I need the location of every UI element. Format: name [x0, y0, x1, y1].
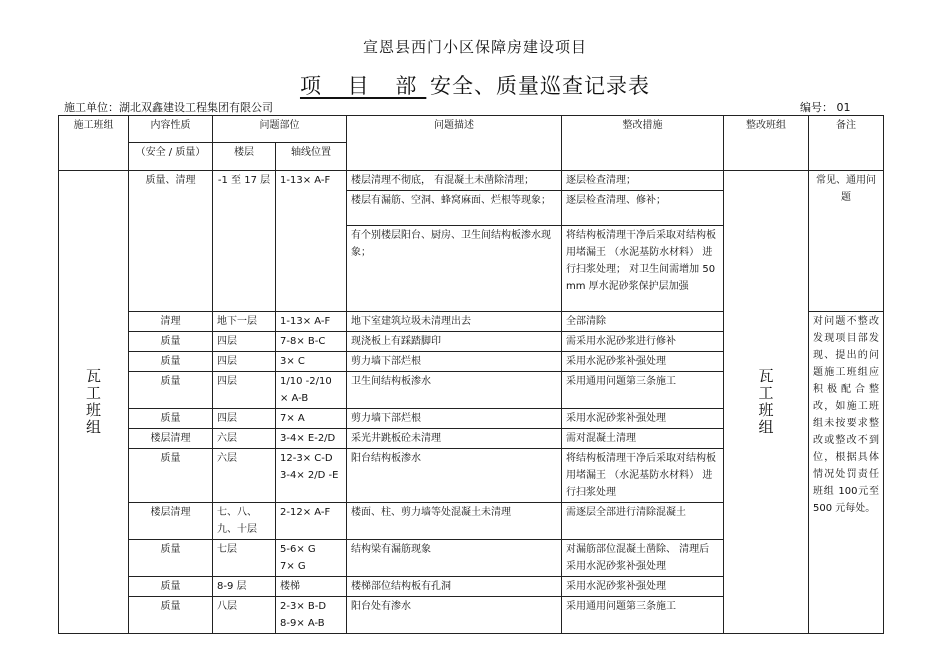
header-floor: 楼层: [213, 143, 276, 171]
nature-cell: 楼层清理: [129, 503, 213, 540]
header-description: 问题描述: [347, 116, 562, 171]
remarks-policy: 对问题不整改发现项目部发现、提出的问题施工班组应积极配合整改，如施工班组未按要求整改或整改不到位，根据具体情况处罚责任班组 100元至 500 元每处。: [809, 312, 884, 634]
description-cell: 楼梯部位结构板有孔洞: [347, 577, 562, 597]
nature-cell: 质量: [129, 540, 213, 577]
contractor-label: 施工单位：湖北双鑫建设工程集团有限公司: [64, 101, 273, 114]
measures-cell: 需逐层全部进行清除混凝土: [562, 503, 724, 540]
header-location: 问题部位: [213, 116, 347, 143]
axis-cell: 2-12× A-F: [276, 503, 347, 540]
floor-cell: 七层: [213, 540, 276, 577]
description-cell: 剪力墙下部烂根: [347, 352, 562, 372]
axis-cell: 3-4× E-2/D: [276, 429, 347, 449]
floor-cell: 八层: [213, 597, 276, 634]
measures-cell: 将结构板清理干净后采取对结构板用堵漏王 （水泥基防水材料） 进行扫浆处理: [562, 449, 724, 503]
header-axis: 轴线位置: [276, 143, 347, 171]
measures-cell: 需对混凝土清理: [562, 429, 724, 449]
floor-cell: -1 至 17 层: [213, 171, 276, 312]
inspection-table: [58, 115, 884, 634]
axis-cell: 1-13× A-F: [276, 312, 347, 332]
floor-cell: 六层: [213, 429, 276, 449]
form-title-rest: 安全、质量巡查记录表: [430, 74, 651, 98]
description-cell: 有个别楼层阳台、厨房、卫生间结构板渗水现象；: [347, 226, 562, 312]
axis-cell: 7× A: [276, 409, 347, 429]
header-rectify-team: 整改班组: [724, 116, 809, 171]
description-cell: 地下室建筑垃圾未清理出去: [347, 312, 562, 332]
measures-cell: 采用水泥砂浆补强处理: [562, 577, 724, 597]
axis-cell: 楼梯: [276, 577, 347, 597]
measures-cell: 需采用水泥砂浆进行修补: [562, 332, 724, 352]
floor-cell: 七、八、九、十层: [213, 503, 276, 540]
header-remarks: 备注: [809, 116, 884, 171]
project-title: 宣恩县西门小区保障房建设项目: [362, 38, 587, 56]
measures-cell: 将结构板清理干净后采取对结构板用堵漏王 （水泥基防水材料） 进行扫浆处理； 对卫生间需增加 50mm 厚水泥砂浆保护层加强: [562, 226, 724, 312]
description-cell: 楼层清理不彻底， 有混凝土未凿除清理；: [347, 171, 562, 191]
header-nature: 内容性质: [129, 116, 213, 143]
floor-cell: 8-9 层: [213, 577, 276, 597]
form-title: [0, 70, 950, 100]
measures-cell: 采用水泥砂浆补强处理: [562, 352, 724, 372]
floor-cell: 四层: [213, 332, 276, 352]
floor-cell: 四层: [213, 372, 276, 409]
nature-cell: 质量: [129, 372, 213, 409]
rectify-team-cell: 瓦 工 班 组: [724, 171, 809, 634]
team-cell: 瓦 工 班 组: [59, 171, 129, 634]
axis-cell: 2-3× B-D 8-9× A-B: [276, 597, 347, 634]
description-cell: 结构梁有漏筋现象: [347, 540, 562, 577]
nature-cell: 清理: [129, 312, 213, 332]
measures-cell: 采用通用问题第三条施工: [562, 597, 724, 634]
floor-cell: 地下一层: [213, 312, 276, 332]
nature-cell: 质量: [129, 597, 213, 634]
measures-cell: 采用水泥砂浆补强处理: [562, 409, 724, 429]
form-title-underlined: 项 目 部: [299, 74, 427, 98]
description-cell: 现浇板上有踩踏脚印: [347, 332, 562, 352]
header-nature-sub: （安全 / 质量）: [129, 143, 213, 171]
measures-cell: 全部清除: [562, 312, 724, 332]
description-cell: 阳台结构板渗水: [347, 449, 562, 503]
nature-cell: 质量: [129, 577, 213, 597]
serial-number: 编号： 01: [800, 101, 851, 114]
axis-cell: 1-13× A-F: [276, 171, 347, 312]
measures-cell: 对漏筋部位混凝土凿除、 清理后采用水泥砂浆补强处理: [562, 540, 724, 577]
axis-cell: 5-6× G 7× G: [276, 540, 347, 577]
axis-cell: 12-3× C-D 3-4× 2/D -E: [276, 449, 347, 503]
nature-cell: 楼层清理: [129, 429, 213, 449]
floor-cell: 四层: [213, 352, 276, 372]
description-cell: 楼层有漏筋、空洞、蜂窝麻面、烂根等现象；: [347, 191, 562, 226]
floor-cell: 六层: [213, 449, 276, 503]
header-measures: 整改措施: [562, 116, 724, 171]
nature-cell: 质量: [129, 449, 213, 503]
nature-cell: 质量: [129, 332, 213, 352]
description-cell: 楼面、柱、剪力墙等处混凝土未清理: [347, 503, 562, 540]
axis-cell: 1/10 -2/10 × A-B: [276, 372, 347, 409]
header-team: 施工班组: [59, 116, 129, 171]
table-row: [59, 171, 884, 191]
description-cell: 采光井跳板砼未清理: [347, 429, 562, 449]
description-cell: 剪力墙下部烂根: [347, 409, 562, 429]
measures-cell: 采用通用问题第三条施工: [562, 372, 724, 409]
floor-cell: 四层: [213, 409, 276, 429]
axis-cell: 3× C: [276, 352, 347, 372]
remarks-common: 常见、通用问题: [809, 171, 884, 312]
measures-cell: 逐层检查清理、修补；: [562, 191, 724, 226]
measures-cell: 逐层检查清理；: [562, 171, 724, 191]
axis-cell: 7-8× B-C: [276, 332, 347, 352]
description-cell: 卫生间结构板渗水: [347, 372, 562, 409]
description-cell: 阳台处有渗水: [347, 597, 562, 634]
nature-cell: 质量、清理: [129, 171, 213, 312]
nature-cell: 质量: [129, 409, 213, 429]
nature-cell: 质量: [129, 352, 213, 372]
